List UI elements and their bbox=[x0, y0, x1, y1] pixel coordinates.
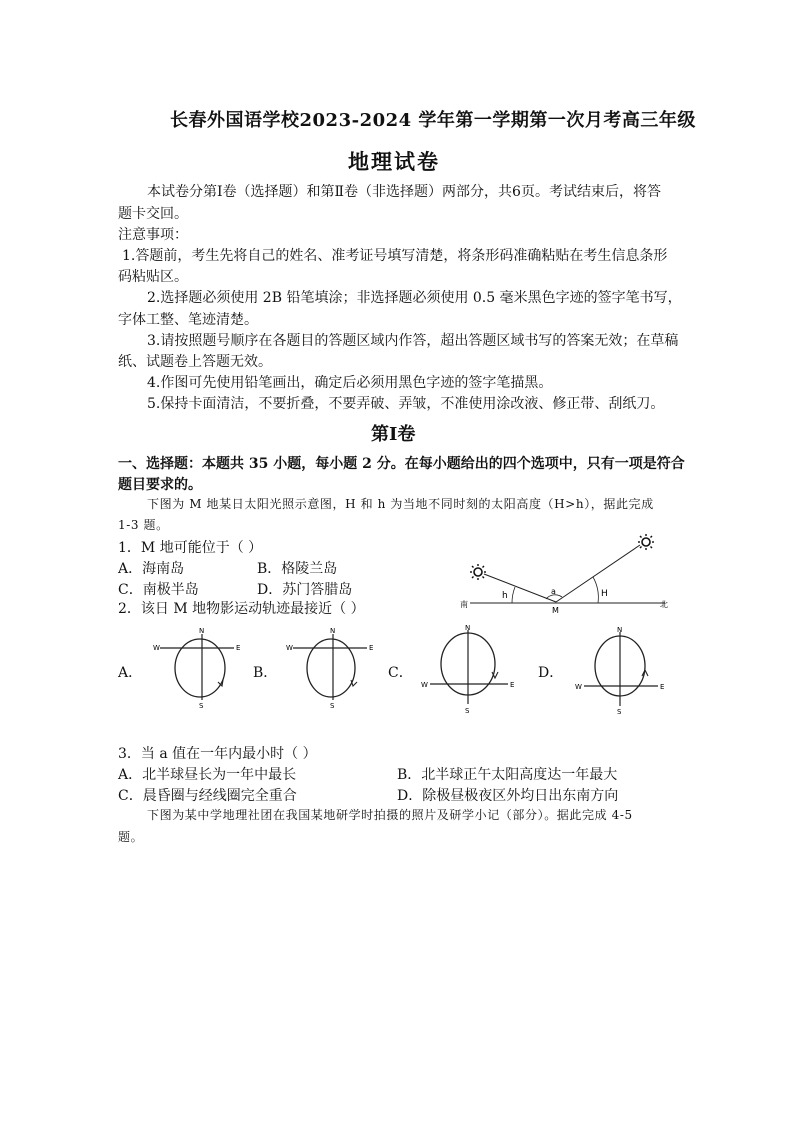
compass-n: N bbox=[465, 624, 471, 632]
q1-option-c: C．南极半岛 bbox=[118, 582, 199, 598]
compass-w: W bbox=[575, 683, 582, 691]
q3-option-a: A．北半球昼长为一年中最长 bbox=[118, 767, 297, 783]
section-heading-line-2: 题目要求的。 bbox=[118, 477, 202, 493]
q1-stem: 1．M 地可能位于（ ） bbox=[118, 540, 263, 556]
shadow-trajectory-c bbox=[418, 624, 524, 716]
notice-2-line-1: 2.选择题必须使用 2B 铅笔填涂；非选择题必须使用 0.5 毫米黑色字迹的签字笔书写， bbox=[147, 290, 682, 306]
school-title: 长春外国语学校2023-2024 学年第一学期第一次月考高三年级 bbox=[170, 110, 696, 131]
compass-e: E bbox=[660, 683, 665, 691]
intro-line-2: 题卡交回。 bbox=[118, 206, 188, 222]
part-title: 第Ⅰ卷 bbox=[371, 424, 416, 445]
sun-icon-left bbox=[470, 564, 486, 580]
label-m: M bbox=[552, 606, 559, 615]
compass-s: S bbox=[199, 702, 204, 710]
notice-3-line-1: 3.请按照题号顺序在各题目的答题区域内作答，超出答题区域书写的答案无效；在草稿 bbox=[147, 333, 679, 349]
subject-title: 地理试卷 bbox=[348, 149, 440, 174]
label-h-small: h bbox=[502, 591, 508, 601]
compass-e: E bbox=[510, 681, 515, 689]
compass-w: W bbox=[286, 644, 293, 652]
shadow-trajectory-d bbox=[572, 624, 672, 716]
stem-1-line-2: 1-3 题。 bbox=[118, 518, 169, 532]
q3-option-b: B．北半球正午太阳高度达一年最大 bbox=[397, 767, 618, 783]
compass-s: S bbox=[465, 707, 470, 715]
q1-option-a: A．海南岛 bbox=[118, 561, 185, 577]
notice-1-line-1: 1.答题前，考生先将自己的姓名、准考证号填写清楚，将条形码准确粘贴在考生信息条形 bbox=[122, 248, 668, 264]
q3-option-c: C．晨昏圈与经线圈完全重合 bbox=[118, 788, 297, 804]
label-alpha: a bbox=[551, 587, 556, 596]
compass-e: E bbox=[369, 644, 374, 652]
sun-position-diagram bbox=[450, 528, 680, 616]
compass-s: S bbox=[617, 708, 622, 716]
stem-1-line-1: 下图为 M 地某日太阳光照示意图，H 和 h 为当地不同时刻的太阳高度（H>h），据此完成 bbox=[147, 497, 654, 511]
compass-w: W bbox=[421, 681, 428, 689]
notice-title: 注意事项： bbox=[118, 227, 188, 243]
compass-n: N bbox=[199, 627, 205, 635]
q3-option-d: D．除极昼极夜区外均日出东南方向 bbox=[397, 788, 619, 804]
q2-stem: 2．该日 M 地物影运动轨迹最接近（ ） bbox=[118, 601, 365, 617]
q1-option-d: D．苏门答腊岛 bbox=[257, 582, 353, 598]
q2-option-c: C． bbox=[388, 665, 413, 681]
q3-stem: 3．当 a 值在一年内最小时（ ） bbox=[118, 746, 317, 762]
notice-5: 5.保持卡面清洁，不要折叠，不要弄破、弄皱，不准使用涂改液、修正带、刮纸刀。 bbox=[147, 396, 665, 412]
compass-s: S bbox=[330, 702, 335, 710]
label-north: 北 bbox=[660, 600, 668, 609]
q2-option-d: D． bbox=[538, 665, 564, 681]
q2-option-a: A． bbox=[118, 665, 143, 681]
compass-w: W bbox=[153, 644, 160, 652]
notice-1-line-2: 码粘贴区。 bbox=[118, 269, 188, 285]
notice-2-line-2: 字体工整、笔迹清楚。 bbox=[118, 312, 258, 328]
notice-3-line-2: 纸、试题卷上答题无效。 bbox=[118, 354, 272, 370]
intro-line-1: 本试卷分第Ⅰ卷（选择题）和第Ⅱ卷（非选择题）两部分，共6页。考试结束后，将答 bbox=[147, 184, 661, 200]
label-south: 南 bbox=[460, 600, 468, 609]
q2-option-b: B． bbox=[253, 665, 278, 681]
section-heading-line-1: 一、选择题：本题共 35 小题，每小题 2 分。在每小题给出的四个选项中，只有一项是符合 bbox=[118, 456, 685, 472]
stem-2-line-2: 题。 bbox=[118, 830, 144, 844]
stem-2-line-1: 下图为某中学地理社团在我国某地研学时拍摄的照片及研学小记（部分）。据此完成 4-5 bbox=[147, 808, 633, 822]
notice-4: 4.作图可先使用铅笔画出，确定后必须用黑色字迹的签字笔描黑。 bbox=[147, 375, 553, 391]
shadow-trajectory-b bbox=[283, 624, 383, 712]
label-h-big: H bbox=[601, 589, 608, 599]
compass-n: N bbox=[617, 626, 623, 634]
compass-n: N bbox=[330, 627, 336, 635]
compass-e: E bbox=[236, 644, 241, 652]
q1-option-b: B．格陵兰岛 bbox=[257, 561, 338, 577]
shadow-trajectory-a bbox=[150, 624, 250, 712]
sun-icon-right bbox=[638, 534, 654, 550]
